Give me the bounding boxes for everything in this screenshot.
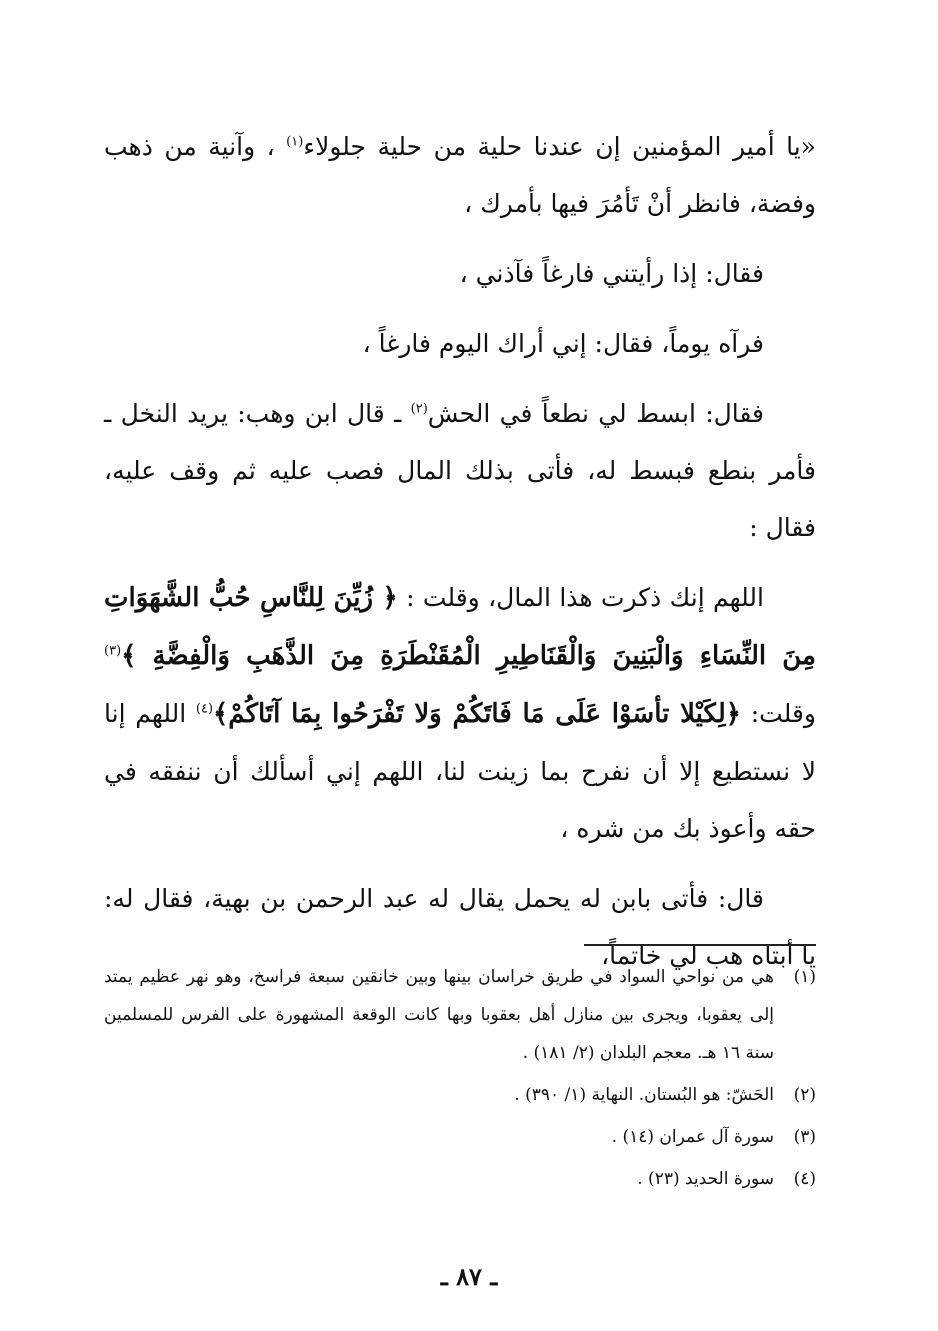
footnote-text: سورة الحديد (٢٣) . — [637, 1169, 774, 1189]
footnote-text: هي من نواحي السواد في طريق خراسان بينها وبين خانقين سبعة فراسخ، وهو نهر عظيم يمتد إلى يعقوبا، ويجرى بين منازل أهل بعقوبا وبها كانت الوقعة المشهورة على الفرس للمسلمين سنة ١٦ هـ. معجم البلدان (٢/ ١٨١) . — [104, 967, 774, 1063]
footnote-ref-4: (٤) — [195, 701, 214, 717]
paragraph-4 — [104, 385, 816, 556]
paragraph-5-text-c: اللهم إنا لا نستطيع إلا أن نفرح بما زينت لنا، اللهم إني أسألك أن ننفقه في حقه وأعوذ بك من شره ، — [104, 699, 816, 843]
paragraph-1-text-b: ، وآنية من ذهب وفضة، فانظر أنْ تَأمُرَ فيها بأمرك ، — [104, 132, 816, 218]
footnotes-section — [104, 958, 816, 1202]
footnote-ref-1: (١) — [286, 134, 304, 150]
quran-verse-1: ﴿ زُيِّنَ لِلنَّاسِ حُبُّ الشَّهَوَاتِ مِنَ النِّسَاءِ وَالْبَنِينَ وَالْقَنَاطِيرِ الْمُقَنْطَرَةِ مِنَ الذَّهَبِ وَالْفِضَّةِ ﴾ — [104, 583, 816, 671]
footnote-item — [104, 1160, 816, 1198]
footnote-item — [104, 958, 816, 1072]
paragraph-6: قال: فأتى بابن له يحمل يقال له عبد الرحمن بن بهية، فقال له: يا أبتاه هب لي خاتماً، — [104, 884, 816, 970]
paragraph-2: فقال: إذا رأيتني فارغاً فآذني ، — [459, 259, 764, 288]
footnote-number: (٢) — [793, 1085, 816, 1105]
footnote-ref-2: (٢) — [410, 401, 428, 417]
quran-verse-2: ﴿لِكَيْلا تأسَوْا عَلَى مَا فَاتَكُمْ وَلا تَفْرَحُوا بِمَا آتَاكُمْ﴾ — [213, 699, 742, 729]
page-number: ـ ٨٧ ـ — [440, 1262, 498, 1291]
footnote-text: سورة آل عمران (١٤) . — [611, 1127, 774, 1147]
footnote-item — [104, 1118, 816, 1156]
footnote-text: الحَشّ: هو البُستان. النهاية (١/ ٣٩٠) . — [514, 1085, 774, 1105]
footnote-item — [104, 1076, 816, 1114]
footnote-number: (٤) — [793, 1169, 816, 1189]
paragraph-1-text-a: «يا أمير المؤمنين إن عندنا حلية من حلية جلولاء — [303, 132, 816, 161]
footnote-ref-3: (٣) — [104, 643, 122, 659]
paragraph-5-text-b: وقلت: — [741, 699, 817, 728]
paragraph-4-text-b: ـ قال ابن وهب: يريد النخل ـ فأمر بنطع فبسط له، فأتى بذلك المال فصب عليه ثم وقف عليه، فقال : — [104, 399, 816, 542]
paragraph-5-text-a: اللهم إنك ذكرت هذا المال، وقلت : — [397, 583, 764, 612]
paragraph-5 — [104, 569, 816, 857]
footnote-number: (١) — [793, 967, 816, 987]
paragraph-3: فرآه يوماً، فقال: إني أراك اليوم فارغاً ، — [362, 329, 764, 358]
paragraph-4-text-a: فقال: ابسط لي نطعاً في الحش — [427, 399, 764, 428]
paragraph-1 — [104, 118, 816, 232]
main-text — [104, 118, 816, 997]
footnote-number: (٣) — [793, 1127, 816, 1147]
footnote-divider — [584, 944, 816, 946]
